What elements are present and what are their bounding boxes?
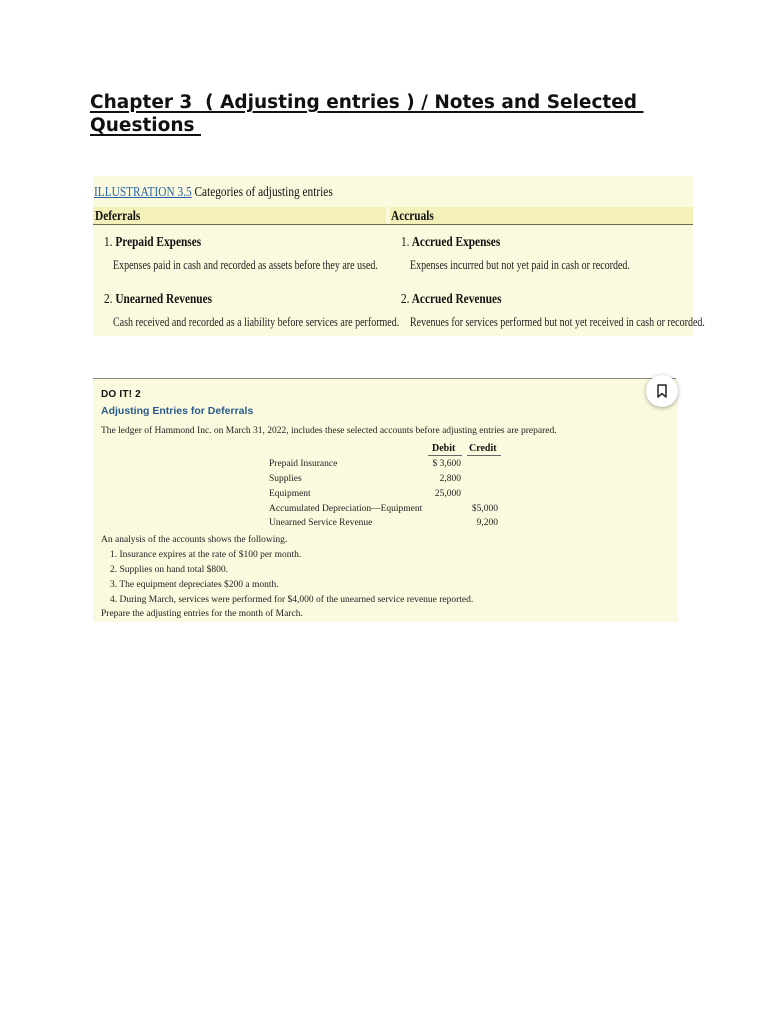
- item-title: Accrued Revenues: [411, 291, 502, 306]
- column-divider: [386, 207, 390, 224]
- illustration-label-link[interactable]: ILLUSTRATION 3.5: [94, 184, 192, 199]
- prepaid-expenses-title: [104, 234, 201, 250]
- credit-header: Credit: [469, 443, 497, 454]
- analysis-item: 1. Insurance expires at the rate of $100 per month.: [110, 550, 302, 560]
- debit-header: Debit: [432, 443, 456, 454]
- debit-underline: [428, 455, 462, 456]
- item-number: 1.: [104, 234, 113, 249]
- document-title: [90, 91, 650, 137]
- table-row-account: Equipment: [269, 489, 311, 499]
- deferrals-heading: Deferrals: [95, 208, 141, 223]
- accruals-heading: Accruals: [391, 208, 434, 223]
- accrued-expenses-title: [401, 234, 500, 250]
- table-row-debit: 25,000: [434, 489, 461, 499]
- item-number: 2.: [401, 291, 410, 306]
- instruction: Prepare the adjusting entries for the month of March.: [101, 609, 303, 619]
- illustration-caption: Categories of adjusting entries: [194, 184, 333, 199]
- illustration-3-5: [93, 176, 705, 336]
- credit-underline: [467, 455, 501, 456]
- title-line-1: Chapter 3 ( Adjusting entries ) / Notes and Selected: [90, 92, 644, 113]
- do-it-intro: The ledger of Hammond Inc. on March 31, 2022, includes these selected accounts before adjusting entries are prepared.: [101, 426, 557, 436]
- item-title: Accrued Expenses: [411, 234, 501, 249]
- bookmark-button[interactable]: [646, 375, 678, 407]
- title-line-2: Questions: [90, 115, 201, 136]
- item-title: Unearned Revenues: [115, 291, 213, 306]
- analysis-intro: An analysis of the accounts shows the following.: [101, 535, 288, 545]
- accrued-expenses-desc: Expenses incurred but not yet paid in cash or recorded.: [410, 258, 630, 272]
- analysis-item: 4. During March, services were performed for $4,000 of the unearned service revenue reported.: [110, 595, 474, 605]
- illustration-column-headers: [93, 207, 693, 225]
- unearned-revenues-title: [104, 291, 212, 307]
- item-number: 1.: [401, 234, 410, 249]
- accrued-revenues-desc: Revenues for services performed but not yet received in cash or recorded.: [410, 315, 705, 329]
- table-row-credit: 9,200: [476, 518, 498, 528]
- item-number: 2.: [104, 291, 113, 306]
- analysis-item: 3. The equipment depreciates $200 a month.: [110, 580, 279, 590]
- prepaid-expenses-desc: Expenses paid in cash and recorded as assets before they are used.: [113, 258, 378, 272]
- do-it-label: DO IT! 2: [101, 389, 141, 400]
- illustration-header: [94, 184, 333, 200]
- analysis-item: 2. Supplies on hand total $800.: [110, 565, 228, 575]
- accrued-revenues-title: [401, 291, 501, 307]
- table-row-credit: $5,000: [471, 504, 498, 514]
- bookmark-icon: [656, 384, 668, 398]
- table-row-account: Accumulated Depreciation—Equipment: [269, 504, 423, 514]
- item-title: Prepaid Expenses: [115, 234, 202, 249]
- table-row-debit: $ 3,600: [432, 459, 461, 469]
- table-row-account: Supplies: [269, 474, 302, 484]
- table-row-debit: 2,800: [439, 474, 461, 484]
- table-row-account: Unearned Service Revenue: [269, 518, 373, 528]
- do-it-subtitle: Adjusting Entries for Deferrals: [101, 405, 254, 417]
- do-it-2-panel: [93, 379, 678, 622]
- table-row-account: Prepaid Insurance: [269, 459, 338, 469]
- unearned-revenues-desc: Cash received and recorded as a liability before services are performed.: [113, 315, 400, 329]
